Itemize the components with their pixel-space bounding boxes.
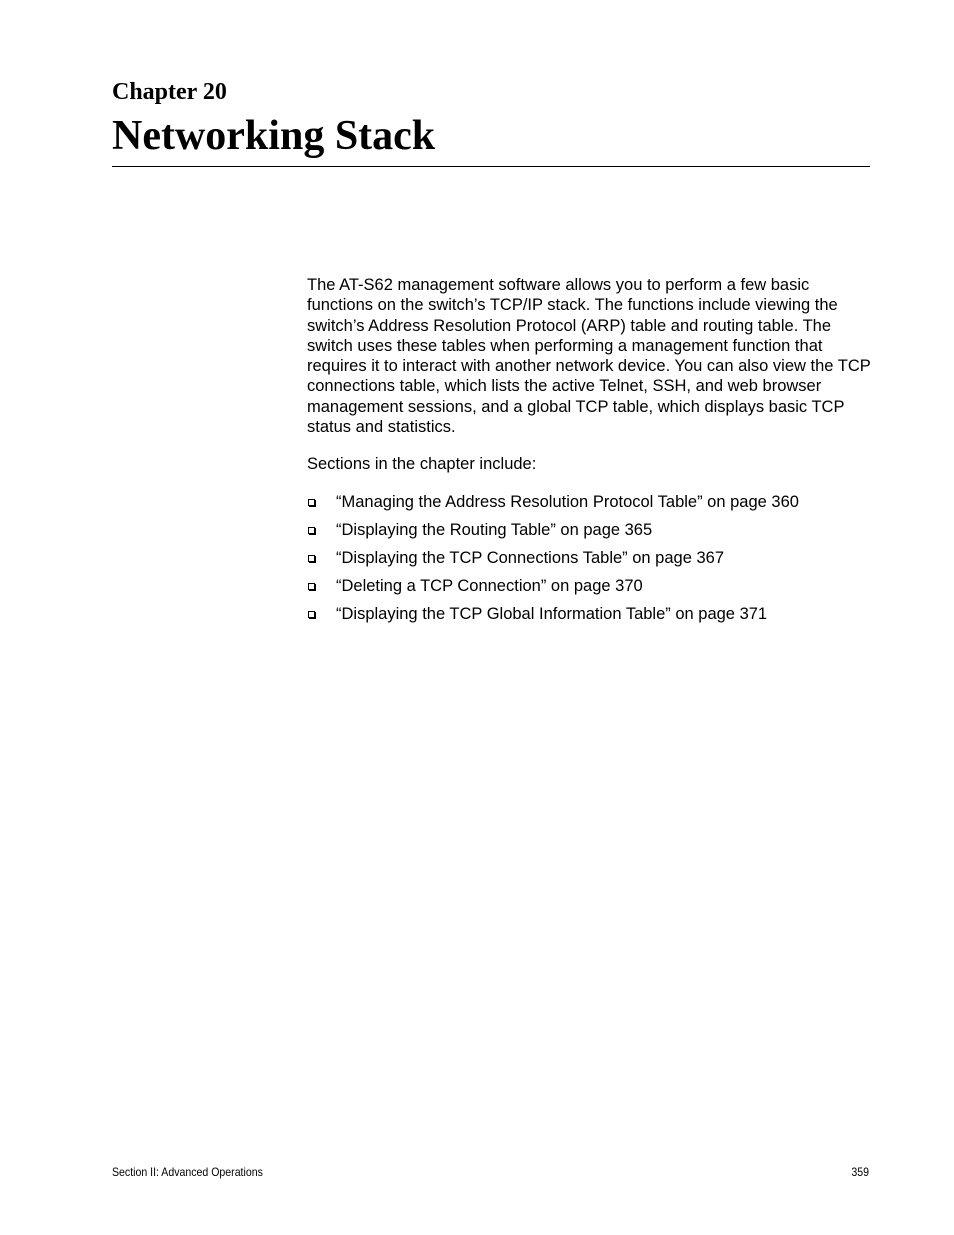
section-link-arp-table[interactable] xyxy=(307,492,872,512)
checkbox-bullet-icon xyxy=(308,611,315,618)
footer-section-name: Section II: Advanced Operations xyxy=(112,1165,263,1179)
section-link-text: “Deleting a TCP Connection” on page 370 xyxy=(336,576,643,595)
checkbox-bullet-icon xyxy=(308,527,315,534)
section-link-tcp-connections-table[interactable] xyxy=(307,548,872,568)
checkbox-bullet-icon xyxy=(308,555,315,562)
chapter-title: Networking Stack xyxy=(112,113,436,159)
section-link-delete-tcp-connection[interactable] xyxy=(307,576,872,596)
section-link-tcp-global-table[interactable] xyxy=(307,604,872,624)
checkbox-bullet-icon xyxy=(308,499,315,506)
section-link-text: “Displaying the TCP Global Information Table” on page 371 xyxy=(336,604,768,623)
title-rule xyxy=(112,166,870,167)
section-list xyxy=(307,492,872,624)
intro-paragraph: The AT-S62 management software allows you to perform a few basic functions on the switch’s TCP/IP stack. The functions include viewing the switch’s Address Resolution Protocol (ARP) table and routing table. The switch uses these tables when performing a management function that requires it to interact with another network device. You can also view the TCP connections table, which lists the active Telnet, SSH, and web browser management sessions, and a global TCP table, which displays basic TCP status and statistics. xyxy=(307,276,871,437)
section-link-routing-table[interactable] xyxy=(307,520,872,540)
chapter-number: Chapter 20 xyxy=(112,79,227,105)
sections-intro: Sections in the chapter include: xyxy=(307,455,537,474)
chapter-body xyxy=(307,275,872,632)
checkbox-bullet-icon xyxy=(308,583,315,590)
footer-page-number: 359 xyxy=(851,1165,869,1179)
section-link-text: “Displaying the TCP Connections Table” on page 367 xyxy=(336,548,724,567)
section-link-text: “Managing the Address Resolution Protocol Table” on page 360 xyxy=(336,492,799,511)
section-link-text: “Displaying the Routing Table” on page 365 xyxy=(336,520,653,539)
